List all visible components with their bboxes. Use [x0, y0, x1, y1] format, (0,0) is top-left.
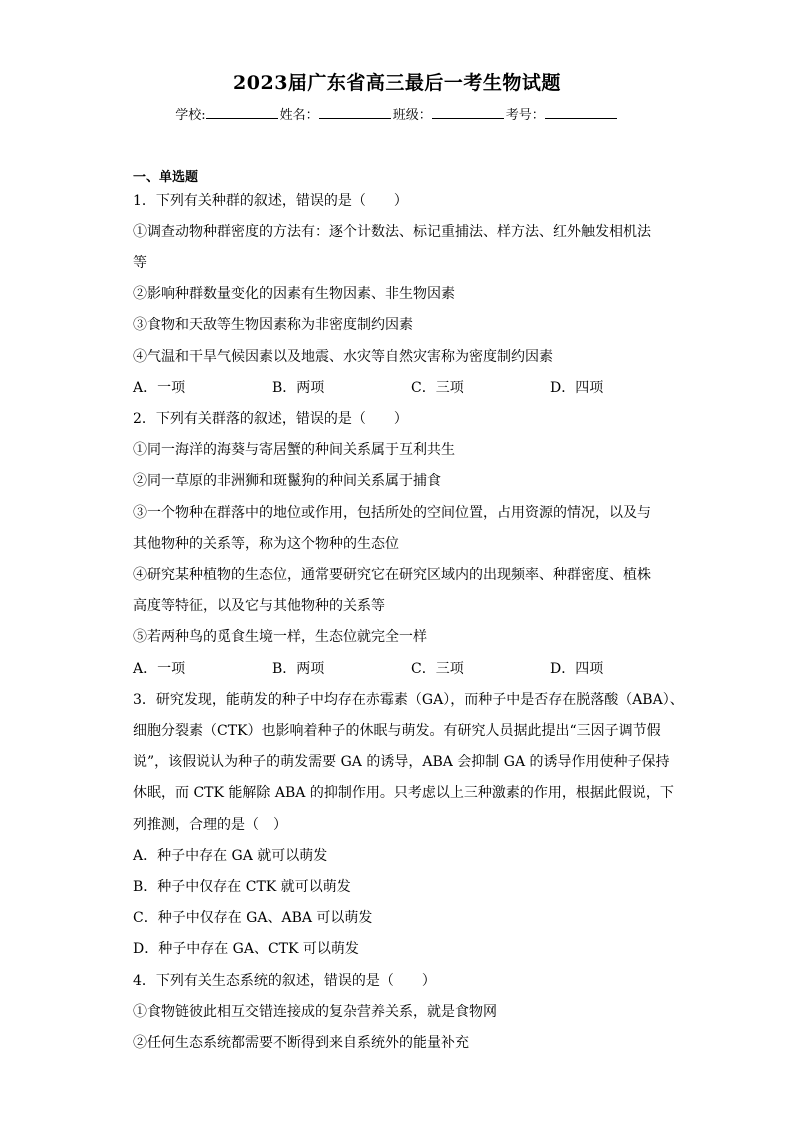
name-label: 姓名：: [279, 108, 319, 123]
number-blank: [545, 106, 617, 119]
school-label: 学校:: [175, 108, 206, 123]
exam-title: 2023届广东省高三最后一考生物试题: [233, 72, 561, 94]
q3-option-d: D．种子中存在 GA、CTK 可以萌发: [133, 941, 359, 957]
q3-option-a: A．种子中存在 GA 就可以萌发: [133, 848, 328, 864]
school-blank: [206, 106, 278, 119]
q3-stem-line-4: 休眠，而 CTK 能解除 ABA 的抑制作用。只考虑以上三种激素的作用，根据此假说，下: [133, 785, 674, 801]
q2-option-a: A．一项: [133, 661, 186, 677]
q4-statement-2: ②任何生态系统都需要不断得到来自系统外的能量补充: [133, 1035, 469, 1051]
name-blank: [319, 106, 391, 119]
q2-statement-1: ①同一海洋的海葵与寄居蟹的种间关系属于互利共生: [133, 442, 455, 458]
q2-statement-4: ④研究某种植物的生态位，通常要研究它在研究区域内的出现频率、种群密度、植株: [133, 567, 651, 583]
q1-stem: 1．下列有关种群的叙述，错误的是（ ）: [133, 193, 408, 209]
q3-option-c: C．种子中仅存在 GA、ABA 可以萌发: [133, 910, 373, 926]
q1-option-a: A．一项: [133, 380, 186, 396]
q1-statement-1: ①调查动物种群密度的方法有：逐个计数法、标记重捕法、样方法、红外触发相机法: [133, 224, 651, 240]
q2-statement-2: ②同一草原的非洲狮和斑鬣狗的种间关系属于捕食: [133, 473, 441, 489]
class-label: 班级：: [392, 108, 432, 123]
q2-statement-5: ⑤若两种鸟的觅食生境一样，生态位就完全一样: [133, 629, 427, 645]
q2-option-b: B．两项: [272, 661, 325, 677]
q1-statement-3: ③食物和天敌等生物因素称为非密度制约因素: [133, 317, 413, 333]
q1-option-c: C．三项: [411, 380, 464, 396]
q1-option-b: B．两项: [272, 380, 325, 396]
number-label: 考号：: [505, 108, 545, 123]
section-title: 一、单选题: [133, 170, 199, 185]
q1-option-d: D．四项: [550, 380, 604, 396]
q1-options: [133, 379, 689, 397]
q3-stem-line-3: 说”，该假说认为种子的萌发需要 GA 的诱导，ABA 会抑制 GA 的诱导作用使种子保持: [133, 754, 670, 770]
q2-statement-3: ③一个物种在群落中的地位或作用，包括所处的空间位置，占用资源的情况，以及与: [133, 505, 651, 521]
q2-options: [133, 660, 689, 678]
q3-stem-line-5: 列推测，合理的是（ ）: [133, 817, 287, 833]
q4-statement-1: ①食物链彼此相互交错连接成的复杂营养关系，就是食物网: [133, 1004, 497, 1020]
q3-stem-line-1: 3．研究发现，能萌发的种子中均存在赤霉素（GA），而种子中是否存在脱落酸（ABA）、: [133, 692, 684, 708]
q1-statement-2: ②影响种群数量变化的因素有生物因素、非生物因素: [133, 286, 455, 302]
q1-statement-4: ④气温和干旱气候因素以及地震、水灾等自然灾害称为密度制约因素: [133, 349, 553, 365]
q4-stem: 4．下列有关生态系统的叙述，错误的是（ ）: [133, 973, 436, 989]
q3-stem-line-2: 细胞分裂素（CTK）也影响着种子的休眠与萌发。有研究人员据此提出“三因子调节假: [133, 723, 661, 739]
q1-statement-1-cont: 等: [133, 255, 147, 271]
q2-option-d: D．四项: [550, 661, 604, 677]
q2-option-c: C．三项: [411, 661, 464, 677]
q2-statement-3-cont: 其他物种的关系等，称为这个物种的生态位: [133, 536, 399, 552]
student-info-row: [0, 104, 794, 123]
q2-stem: 2．下列有关群落的叙述，错误的是（ ）: [133, 411, 408, 427]
class-blank: [432, 106, 504, 119]
q2-statement-4-cont: 高度等特征，以及它与其他物种的关系等: [133, 598, 385, 614]
q3-option-b: B．种子中仅存在 CTK 就可以萌发: [133, 879, 351, 895]
